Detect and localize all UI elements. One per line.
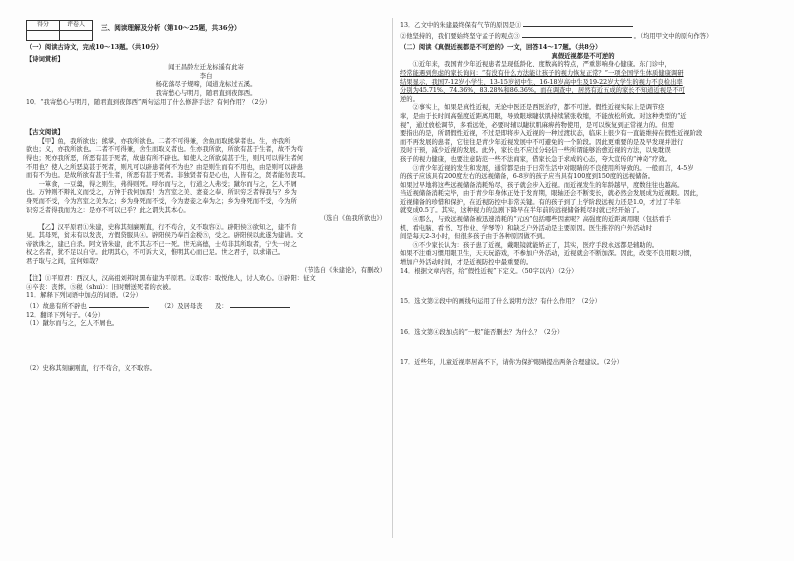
score-cell[interactable] — [27, 31, 60, 41]
yi-line: 【乙】汉平原君①朱建，史称其刻廉刚直，行不苟合，义不取容②。辟阳侯③欲知之，建不肯 — [38, 223, 297, 231]
article-line: 及时干预，减少近视的发展。此外，家长也不应过分轻信一些所谓能够治愈近视的方法，以免耽误 — [400, 147, 671, 155]
question-11-items — [26, 301, 386, 312]
question-11: 11．解释下列词语中加点的词语。（2分） — [26, 292, 142, 300]
question-12: 12．翻译下列句子。（4分） — [26, 311, 105, 319]
article-line-underlined: 结果显示，我国7-12岁小学生、13-15岁初中生、16-18岁高中生及19-22岁大学生的视力不良检出率 — [400, 78, 683, 86]
article-line: 就变成0.5了。其实，这种视力的急剧下降早在半年前的远视储备耗尽时就已经开始了。 — [400, 207, 643, 215]
section-header — [26, 20, 386, 41]
grader-header: 评卷人 — [60, 21, 93, 31]
poem-line-2: 我寄愁心与明月，随君直到夜郎西。 — [155, 89, 257, 97]
article-line: 逆的。 — [400, 95, 419, 103]
article-title: 真假近视都是不可逆的 — [551, 52, 615, 60]
column-divider — [392, 18, 393, 538]
jia-line: 而有不为也。是故所欲有甚于生者，所恶有甚于死者。非独贤者有是心也，人皆有之，贤者能勿丧耳。 — [26, 172, 310, 180]
article-line: ③青少年近视的发生和发展，通常都是由于日常生活中对眼睛的不良使用所导致的。一般而言，4-5岁 — [412, 164, 694, 172]
note-line: ④卒丧：丧葬。⑤税（shuì）：旧时赠送死者的衣被。 — [26, 283, 175, 291]
jia-line: 【甲】鱼，我所欲也；熊掌，亦我所欲也。二者不可得兼，舍鱼而取熊掌者也。生，亦我所 — [38, 137, 291, 145]
left-column — [26, 20, 386, 373]
article-line: 当近视储备消耗完毕，由于青少年身体正处于发育期，眼轴还会不断变长，就必然会发展成为近视眼。因此， — [400, 190, 703, 198]
poem-title: 闻王昌龄左迁龙标遥有此寄 — [168, 64, 244, 72]
jia-line: 身死而不受，今为宫室之美为之；乡为身死而不受，今为妻妾之奉为之；乡为身死而不受，今为所 — [26, 197, 297, 205]
question-10: 10．“我寄愁心与明月，随君直到夜郎西”两句运用了什么修辞手法？有何作用？（2分） — [26, 98, 272, 106]
part1-title: （一）阅读古诗文，完成10～13题。（共10分） — [26, 44, 163, 51]
q11-item-1: （1）故患有所不辟也 — [26, 303, 87, 311]
q13-answer-2[interactable] — [522, 31, 632, 38]
article-line: 如果不注重习惯用眼卫生，天天玩游戏，不参加户外活动，近视就会不断加深。因此，改变不良用眼习惯， — [400, 250, 696, 258]
question-13-cont — [400, 31, 766, 42]
jia-line: 不用也？使人之所恶莫甚于死者，则凡可以辟患者何不为也？由是则生而有不用也，由是则可以辟患 — [26, 163, 304, 171]
q12-item-1: （1）蹴尔而与之，乞人不屑也。 — [26, 320, 119, 328]
question-15: 15．选文第②段中的画线句运用了什么说明方法？有什么作用？（2分） — [400, 298, 601, 306]
article-line: 近视储备的珍惜和保护，在近视防控中非常关键。有的孩子到了上学阶段远视力还是1.0，才过了半年 — [400, 198, 681, 206]
question-17: 17．近些年，儿童近视率居高不下，请你为保护眼睛提出两条合理建议。（2分） — [400, 359, 623, 367]
jia-line: 一箪食，一豆羹，得之则生，弗得则死。呼尔而与之，行道之人弗受；蹴尔而与之，乞人不屑 — [38, 180, 297, 188]
article-line: 视”，通过放松调节，多看远处，必要时辅以睫状肌麻痹药物使用，是可以恢复到正常视力的。但需 — [400, 121, 674, 129]
article-line: 而不再发展的患者，它往往是青少年近视发展中不可避免的一个阶段。因此更重要的是及早发现并进行 — [400, 138, 684, 146]
article-line: 如果过早地将这些远视储备消耗殆尽，孩子就会步入近视。而近视发生的年龄越早，度数往往也越高。 — [400, 181, 684, 189]
jia-source: （选自《鱼我所欲也》） — [319, 215, 386, 223]
article-line: ④那么，与致远视储备被迅速消耗的“元凶”包括哪些因素呢？高强度的近距离用眼（包括看手 — [412, 216, 671, 224]
right-column — [400, 20, 766, 368]
yi-line: 见。其母死，贫未有以发丧，方假贷服具④。辟阳侯乃奉百金税⑤，受之。辟阳侯以此遂为建请。文 — [26, 232, 304, 240]
score-header: 得分 — [27, 21, 60, 31]
section-title: 三、阅读理解及分析（第10～25题，共36分） — [101, 24, 241, 32]
yi-line: 君子取与之间，宜何如哉？ — [26, 258, 102, 266]
article-line-underlined: 分别为45.71%、74.36%、83.28%和86.36%。而在调查中，居然有近五成的家长不知道近视是不可 — [400, 87, 685, 95]
poem-line-1: 杨花落尽子规啼，闻道龙标过五溪。 — [155, 81, 257, 89]
article-line: 挛，是由于长时间高强度近距离用眼，导致眼球睫状肌持续紧张收缩，不能放松所致。对这种类型的“近 — [400, 112, 687, 120]
q13-line-1: 13．乙文中的朱建最终保有气节的原因是① — [400, 22, 522, 29]
q11-item-2: （2）及居母丧 及： — [160, 303, 228, 311]
q13-tail: 。（均用甲文中的原句作答） — [633, 32, 713, 40]
q13-line-2: ②他坚持的，我们要始终坚守孟子的观点③ — [400, 32, 520, 40]
article-line: 要指出的是，所谓假性近视，不过是即将步入近视的一种过渡状态，临床上很少有一直能维持在假性近视阶段 — [400, 130, 703, 138]
jia-line: 欲也；义，亦我所欲也。二者不可得兼，舍生而取义者也。生亦我所欲，所欲有甚于生者，故不为苟 — [26, 146, 304, 154]
q13-answer-1[interactable] — [523, 20, 633, 27]
q11-answer-2[interactable] — [230, 301, 290, 308]
q11-answer-1[interactable] — [89, 301, 149, 308]
jia-line: 识穷乏者得我而为之：是亦不可以已乎？此之谓失其本心。 — [26, 206, 190, 214]
jia-line: 也。万钟则不辩礼义而受之，万钟于我何加焉！为宫室之美、妻妾之奉、所识穷乏者得我与？乡为 — [26, 189, 297, 197]
score-table — [26, 20, 93, 41]
question-16: 16．选文第④段加点的“一般”能否删去？为什么？（2分） — [400, 328, 564, 336]
article-line: ②事实上，如果是真性近视，无论中医还是西医治疗，都不可逆。假性近视实际上是调节痉 — [412, 104, 665, 112]
article-line: 机、看电脑、看书、写作业、学琴等）和缺乏户外活动是主要原因。医生推荐的户外活动时 — [400, 224, 652, 232]
question-14: 14．根据文章内容，给“假性近视”下定义。（50字以内）（2分） — [400, 267, 578, 275]
note-line: 【注】①平原君：西汉人，汉高祖刘邦时黑布建为平原君。②取容：取悦他人，讨人欢心。③辟阳：征文 — [26, 275, 316, 283]
grader-cell[interactable] — [60, 31, 93, 41]
poem-tag: 【诗词赏析】 — [26, 55, 64, 63]
question-13 — [400, 20, 766, 31]
article-line: 增加户外活动时间，才是近视防控中最重要的。 — [400, 259, 533, 267]
article-line: 的孩子应该具有200度左右的远视储备，6-8岁的孩子应当具有100度到150度的远视储备。 — [400, 173, 654, 181]
article-line: 孩子的视力健康，也要注意防范一些不法商家，借家长急于求成的心态，夸大宣传的“神奇”疗效。 — [400, 155, 671, 163]
part2-title: （二）阅读《真假近视都是不可逆的》一文，回答14～17题。（共8分） — [400, 44, 602, 52]
yi-source: （节选自《朱建论》，有删改） — [300, 266, 386, 274]
prose-tag: 【古文阅读】 — [26, 129, 64, 137]
article-line: ⑤不少家长认为：孩子患了近视，戴眼镜就能矫正了，其实，医疗手段永远都是辅助的。 — [412, 241, 659, 249]
article-line: ①近年来，我国青少年近视患者呈现低龄化、度数高的特点，严重影响身心健康。东门诊中， — [412, 61, 671, 69]
article-line-underlined: 经常能遇到焦虑的家长询问：“有没有什么方法能让孩子的视力恢复正常？”一项全国学生体质健康调研 — [400, 69, 684, 77]
article-line: 间是每天2-3小时，但很多孩子由于各种原因做不到。 — [400, 233, 549, 241]
poem-author: 李白 — [199, 72, 213, 80]
yi-line: 权之名者，犹不足以自守。此明其心，不可诉大义，惟明其心而已足。世之君子，以求诸己。 — [26, 249, 285, 257]
q12-item-2: （2）史称其刻廉刚直，行不苟合，义不取容。 — [26, 364, 156, 372]
jia-line: 得也；死亦我所恶，所恶有甚于死者，故患有所不辟也。如使人之所欲莫甚于生，则凡可以得生者何 — [26, 154, 304, 162]
yi-line: 帝欲诛之，建已自杀。阿文皆朱建，此不其志不已一死。世无高德，士苟非其所取者，宁失一时之 — [26, 240, 297, 248]
